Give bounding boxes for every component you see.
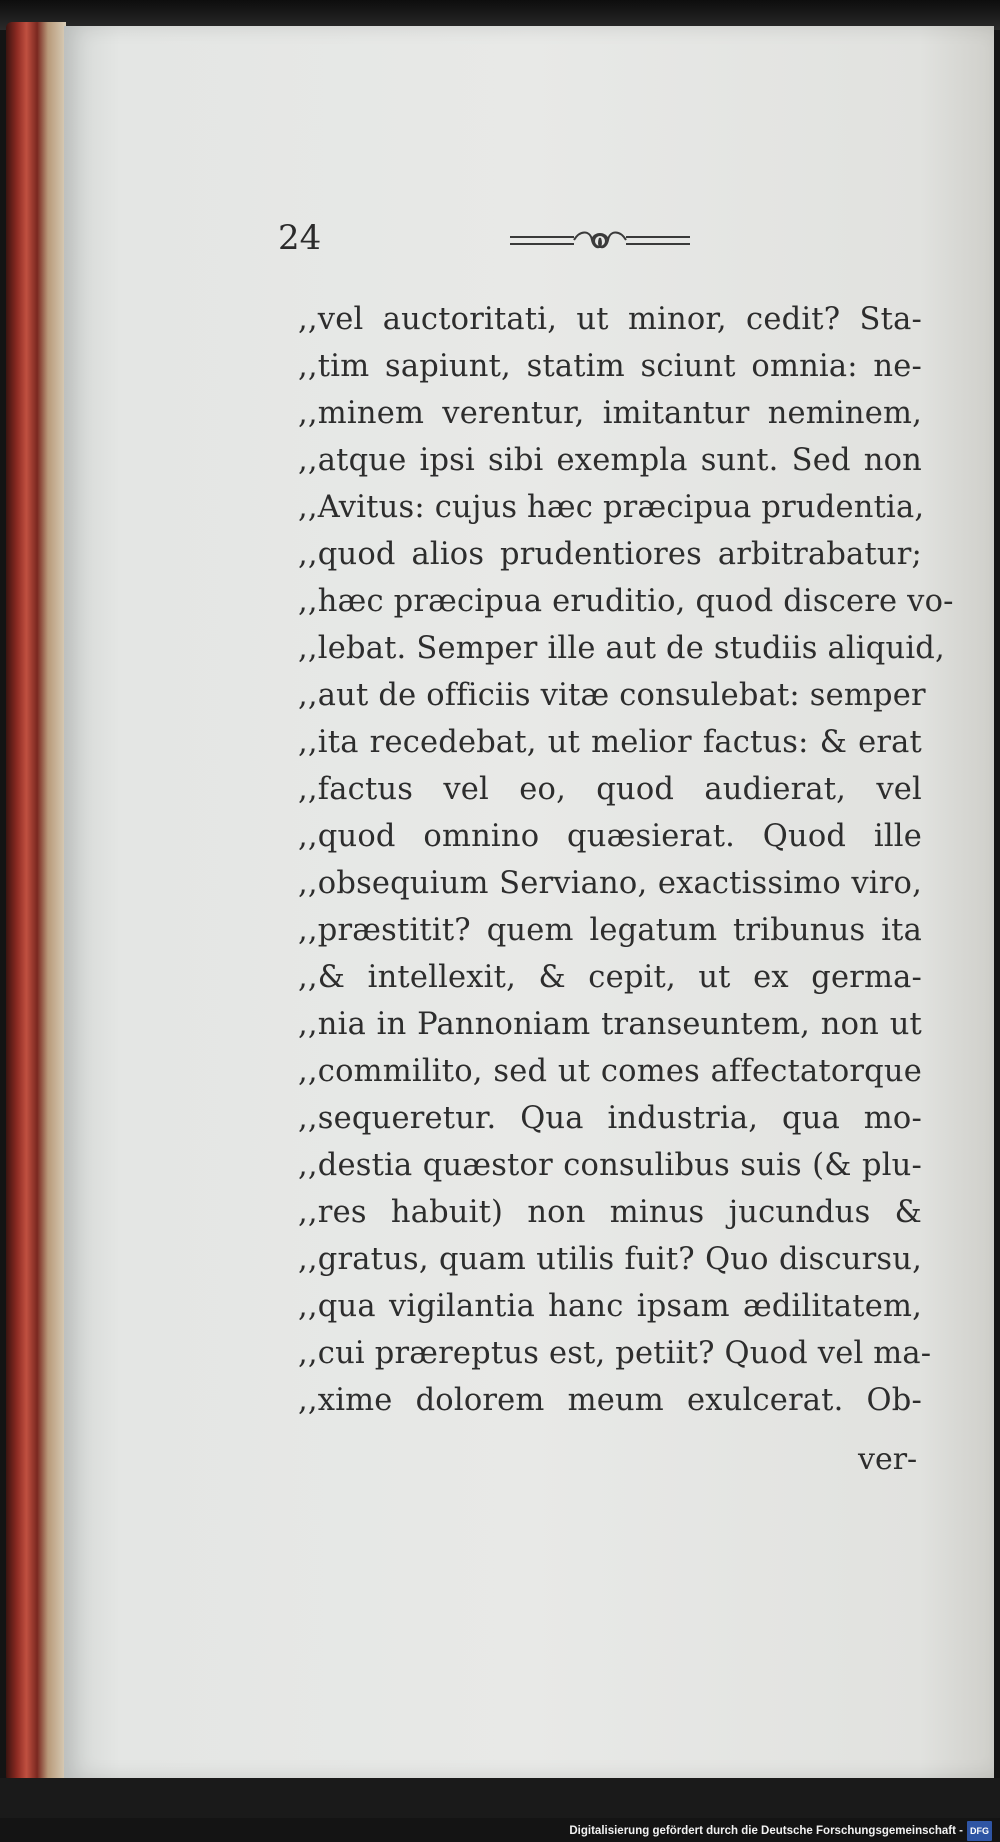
dfg-logo-icon: DFG: [967, 1821, 992, 1841]
text-line: ,,Avitus: cujus hæc præcipua prudentia,: [298, 490, 925, 525]
text-line: ,,commilito, sed ut comes affectatorque: [298, 1054, 922, 1089]
digitization-credit: [569, 1822, 992, 1840]
text-line: ,,factus vel eo, quod audierat, vel: [298, 772, 922, 807]
text-line: ,,obsequium Serviano, exactissimo viro,: [298, 866, 922, 901]
text-line: ,,tim sapiunt, statim sciunt omnia: ne-: [298, 349, 922, 384]
text-line: ,,vel auctoritati, ut minor, cedit? Sta-: [298, 302, 922, 337]
body-text: [298, 296, 954, 1424]
header-ornament: [508, 226, 692, 256]
text-line: ,,qua vigilantia hanc ipsam ædilitatem,: [298, 1289, 922, 1324]
text-line: ,,nia in Pannoniam transeuntem, non ut: [298, 1007, 922, 1042]
text-line: ,,præstitit? quem legatum tribunus ita: [298, 913, 922, 948]
catchword: ver-: [858, 1442, 918, 1477]
text-line: ,,atque ipsi sibi exempla sunt. Sed non: [298, 443, 922, 478]
text-line: ,,xime dolorem meum exulcerat. Ob-: [298, 1383, 922, 1418]
text-line: ,,minem verentur, imitantur neminem,: [298, 396, 922, 431]
text-line: ,,cui præreptus est, petiit? Quod vel ma-: [298, 1336, 932, 1371]
text-line: ,,& intellexit, & cepit, ut ex germa-: [298, 960, 922, 995]
text-line: ,,destia quæstor consulibus suis (& plu-: [298, 1148, 922, 1183]
credit-text: Digitalisierung gefördert durch die Deutsche Forschungsgemeinschaft -: [569, 1825, 963, 1837]
text-line: ,,res habuit) non minus jucundus &: [298, 1195, 922, 1230]
text-line: ,,lebat. Semper ille aut de studiis aliquid,: [298, 631, 945, 666]
text-line: ,,hæc præcipua eruditio, quod discere vo-: [298, 584, 954, 619]
page-number: 24: [278, 218, 322, 258]
book-page-edges: [6, 22, 66, 1782]
scan-bottom-border: [0, 1778, 1000, 1818]
text-line: ,,ita recedebat, ut melior factus: & erat: [298, 725, 922, 760]
text-line: ,,quod omnino quæsierat. Quod ille: [298, 819, 922, 854]
text-line: ,,sequeretur. Qua industria, qua mo-: [298, 1101, 922, 1136]
text-line: ,,gratus, quam utilis fuit? Quo discursu,: [298, 1242, 922, 1277]
text-line: ,,aut de officiis vitæ consulebat: semper: [298, 678, 926, 713]
text-line: ,,quod alios prudentiores arbitrabatur;: [298, 537, 922, 572]
